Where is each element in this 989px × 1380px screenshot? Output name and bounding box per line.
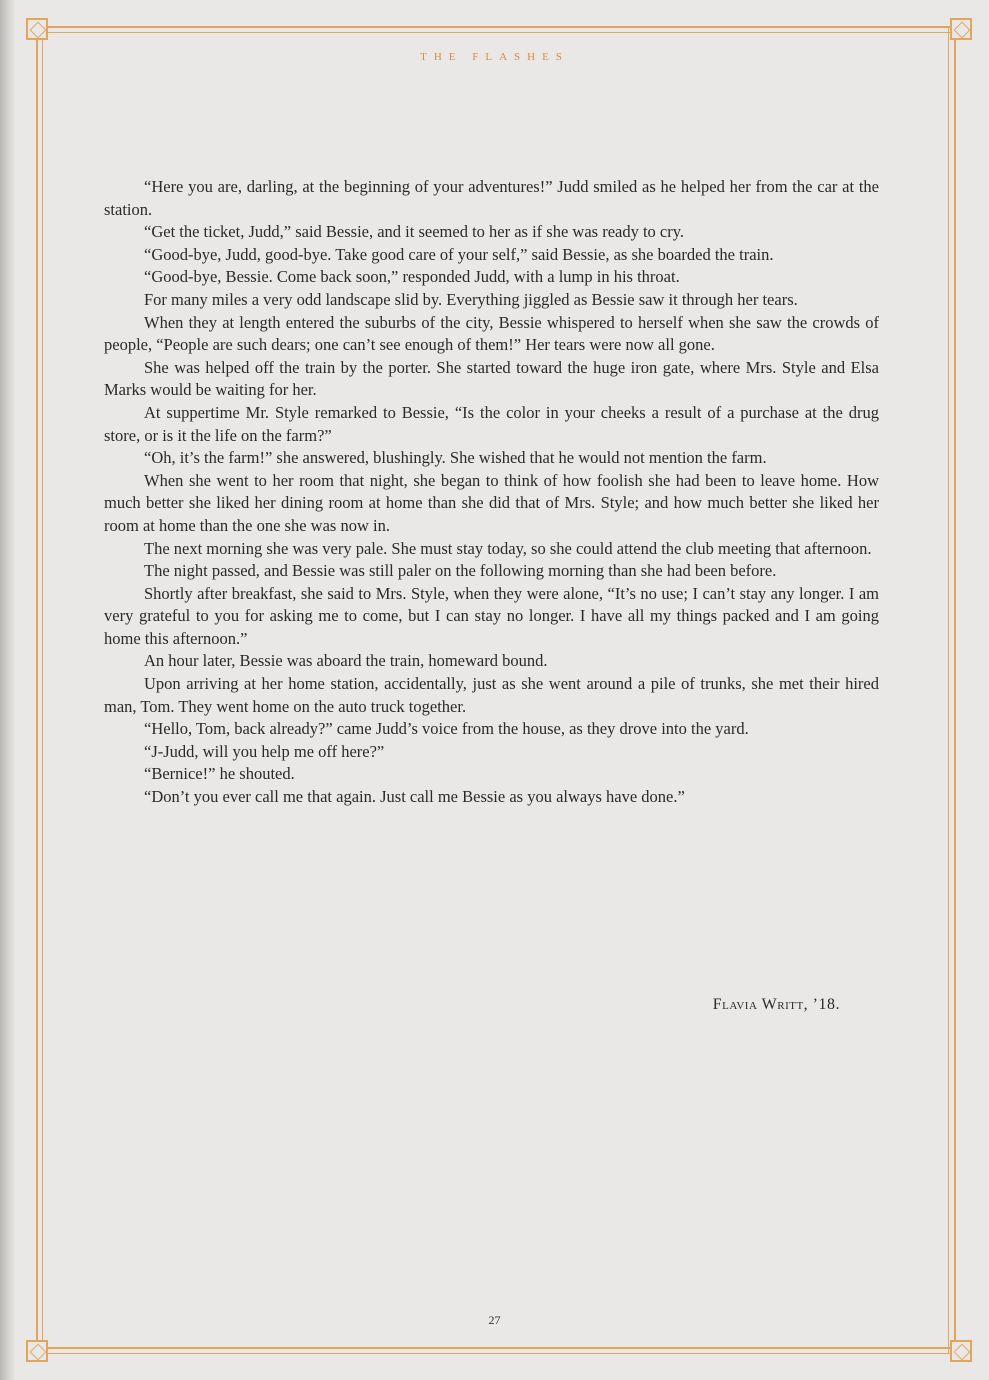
paragraph: She was helped off the train by the porter. She started toward the huge iron gate, where Mrs. Style and Elsa Marks would be waiting for her. bbox=[104, 357, 879, 400]
story-text bbox=[104, 176, 879, 809]
corner-ornament-icon bbox=[950, 18, 972, 40]
paragraph: “Good-bye, Judd, good-bye. Take good care of your self,” said Bessie, as she boarded the train. bbox=[144, 244, 774, 264]
paragraph: “Oh, it’s the farm!” she answered, blushingly. She wished that he would not mention the farm. bbox=[144, 448, 767, 468]
paragraph: When she went to her room that night, she began to think of how foolish she had been to leave home. How much better she liked her dining room at home than she did that of Mrs. Style; and how much better she liked her room at home than the one she was now in. bbox=[104, 470, 879, 535]
paragraph: “Hello, Tom, back already?” came Judd’s voice from the house, as they drove into the yard. bbox=[144, 719, 749, 739]
paragraph: For many miles a very odd landscape slid by. Everything jiggled as Bessie saw it through her tears. bbox=[144, 289, 798, 309]
paragraph: The next morning she was very pale. She must stay today, so she could attend the club meeting that afternoon. bbox=[144, 538, 872, 558]
paragraph: When they at length entered the suburbs of the city, Bessie whispered to herself when she saw the crowds of people, “People are such dears; one can’t see enough of them!” Her tears were now all gone. bbox=[104, 312, 879, 355]
paragraph: “Bernice!” he shouted. bbox=[144, 764, 295, 784]
corner-ornament-icon bbox=[26, 1340, 48, 1362]
corner-ornament-icon bbox=[26, 18, 48, 40]
page-number: 27 bbox=[488, 1313, 501, 1327]
paragraph: An hour later, Bessie was aboard the train, homeward bound. bbox=[144, 651, 548, 671]
paragraph: “Don’t you ever call me that again. Just call me Bessie as you always have done.” bbox=[144, 787, 685, 807]
running-title: THE FLASHES bbox=[420, 51, 569, 63]
paragraph: “J-Judd, will you help me off here?” bbox=[144, 741, 385, 761]
paragraph: “Good-bye, Bessie. Come back soon,” responded Judd, with a lump in his throat. bbox=[144, 267, 680, 287]
paragraph: Upon arriving at her home station, accidentally, just as she went around a pile of trunks, she met their hired man, Tom. They went home on the auto truck together. bbox=[104, 674, 879, 716]
paragraph: At suppertime Mr. Style remarked to Bessie, “Is the color in your cheeks a result of a purchase at the drug store, or is it the life on the farm?” bbox=[104, 402, 879, 445]
author-signature: Flavia Writt, ’18. bbox=[712, 996, 840, 1013]
book-spine-shadow bbox=[0, 0, 14, 1380]
paragraph: “Here you are, darling, at the beginning of your adventures!” Judd smiled as he helped her from the car at the station. bbox=[104, 177, 879, 219]
paragraph: The night passed, and Bessie was still paler on the following morning than she had been before. bbox=[144, 561, 777, 581]
paragraph: “Get the ticket, Judd,” said Bessie, and it seemed to her as if she was ready to cry. bbox=[144, 222, 685, 242]
paragraph: Shortly after breakfast, she said to Mrs. Style, when they were alone, “It’s no use; I can’t stay any longer. I am very grateful to you for asking me to come, but I can stay no longer. I have all my things packed and I am going home this afternoon.” bbox=[104, 583, 879, 648]
corner-ornament-icon bbox=[950, 1340, 972, 1362]
